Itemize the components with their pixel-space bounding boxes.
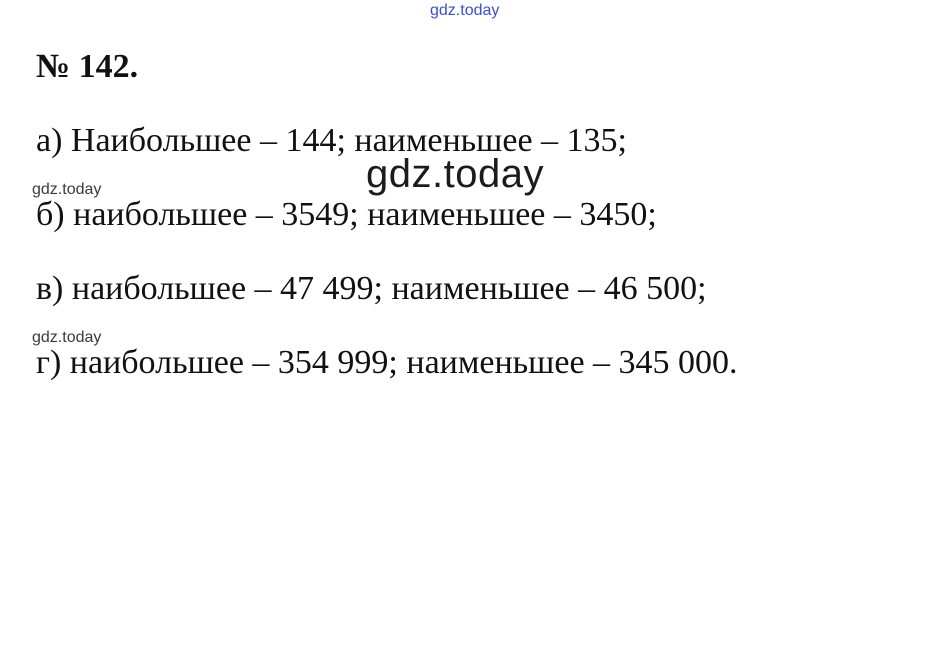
watermark-center: gdz.today [366, 152, 544, 196]
answer-line-a: а) Наибольшее – 144; наименьшее – 135; [36, 122, 627, 159]
answer-line-v: в) наибольшее – 47 499; наименьшее – 46 500; [36, 270, 707, 307]
problem-number: № 142. [36, 48, 139, 85]
watermark-top: gdz.today [430, 2, 500, 19]
watermark-side-1: gdz.today [32, 181, 102, 198]
answer-line-b: б) наибольшее – 3549; наименьшее – 3450; [36, 196, 657, 233]
watermark-side-2: gdz.today [32, 329, 102, 346]
answer-line-g: г) наибольшее – 354 999; наименьшее – 345 000. [36, 344, 738, 381]
